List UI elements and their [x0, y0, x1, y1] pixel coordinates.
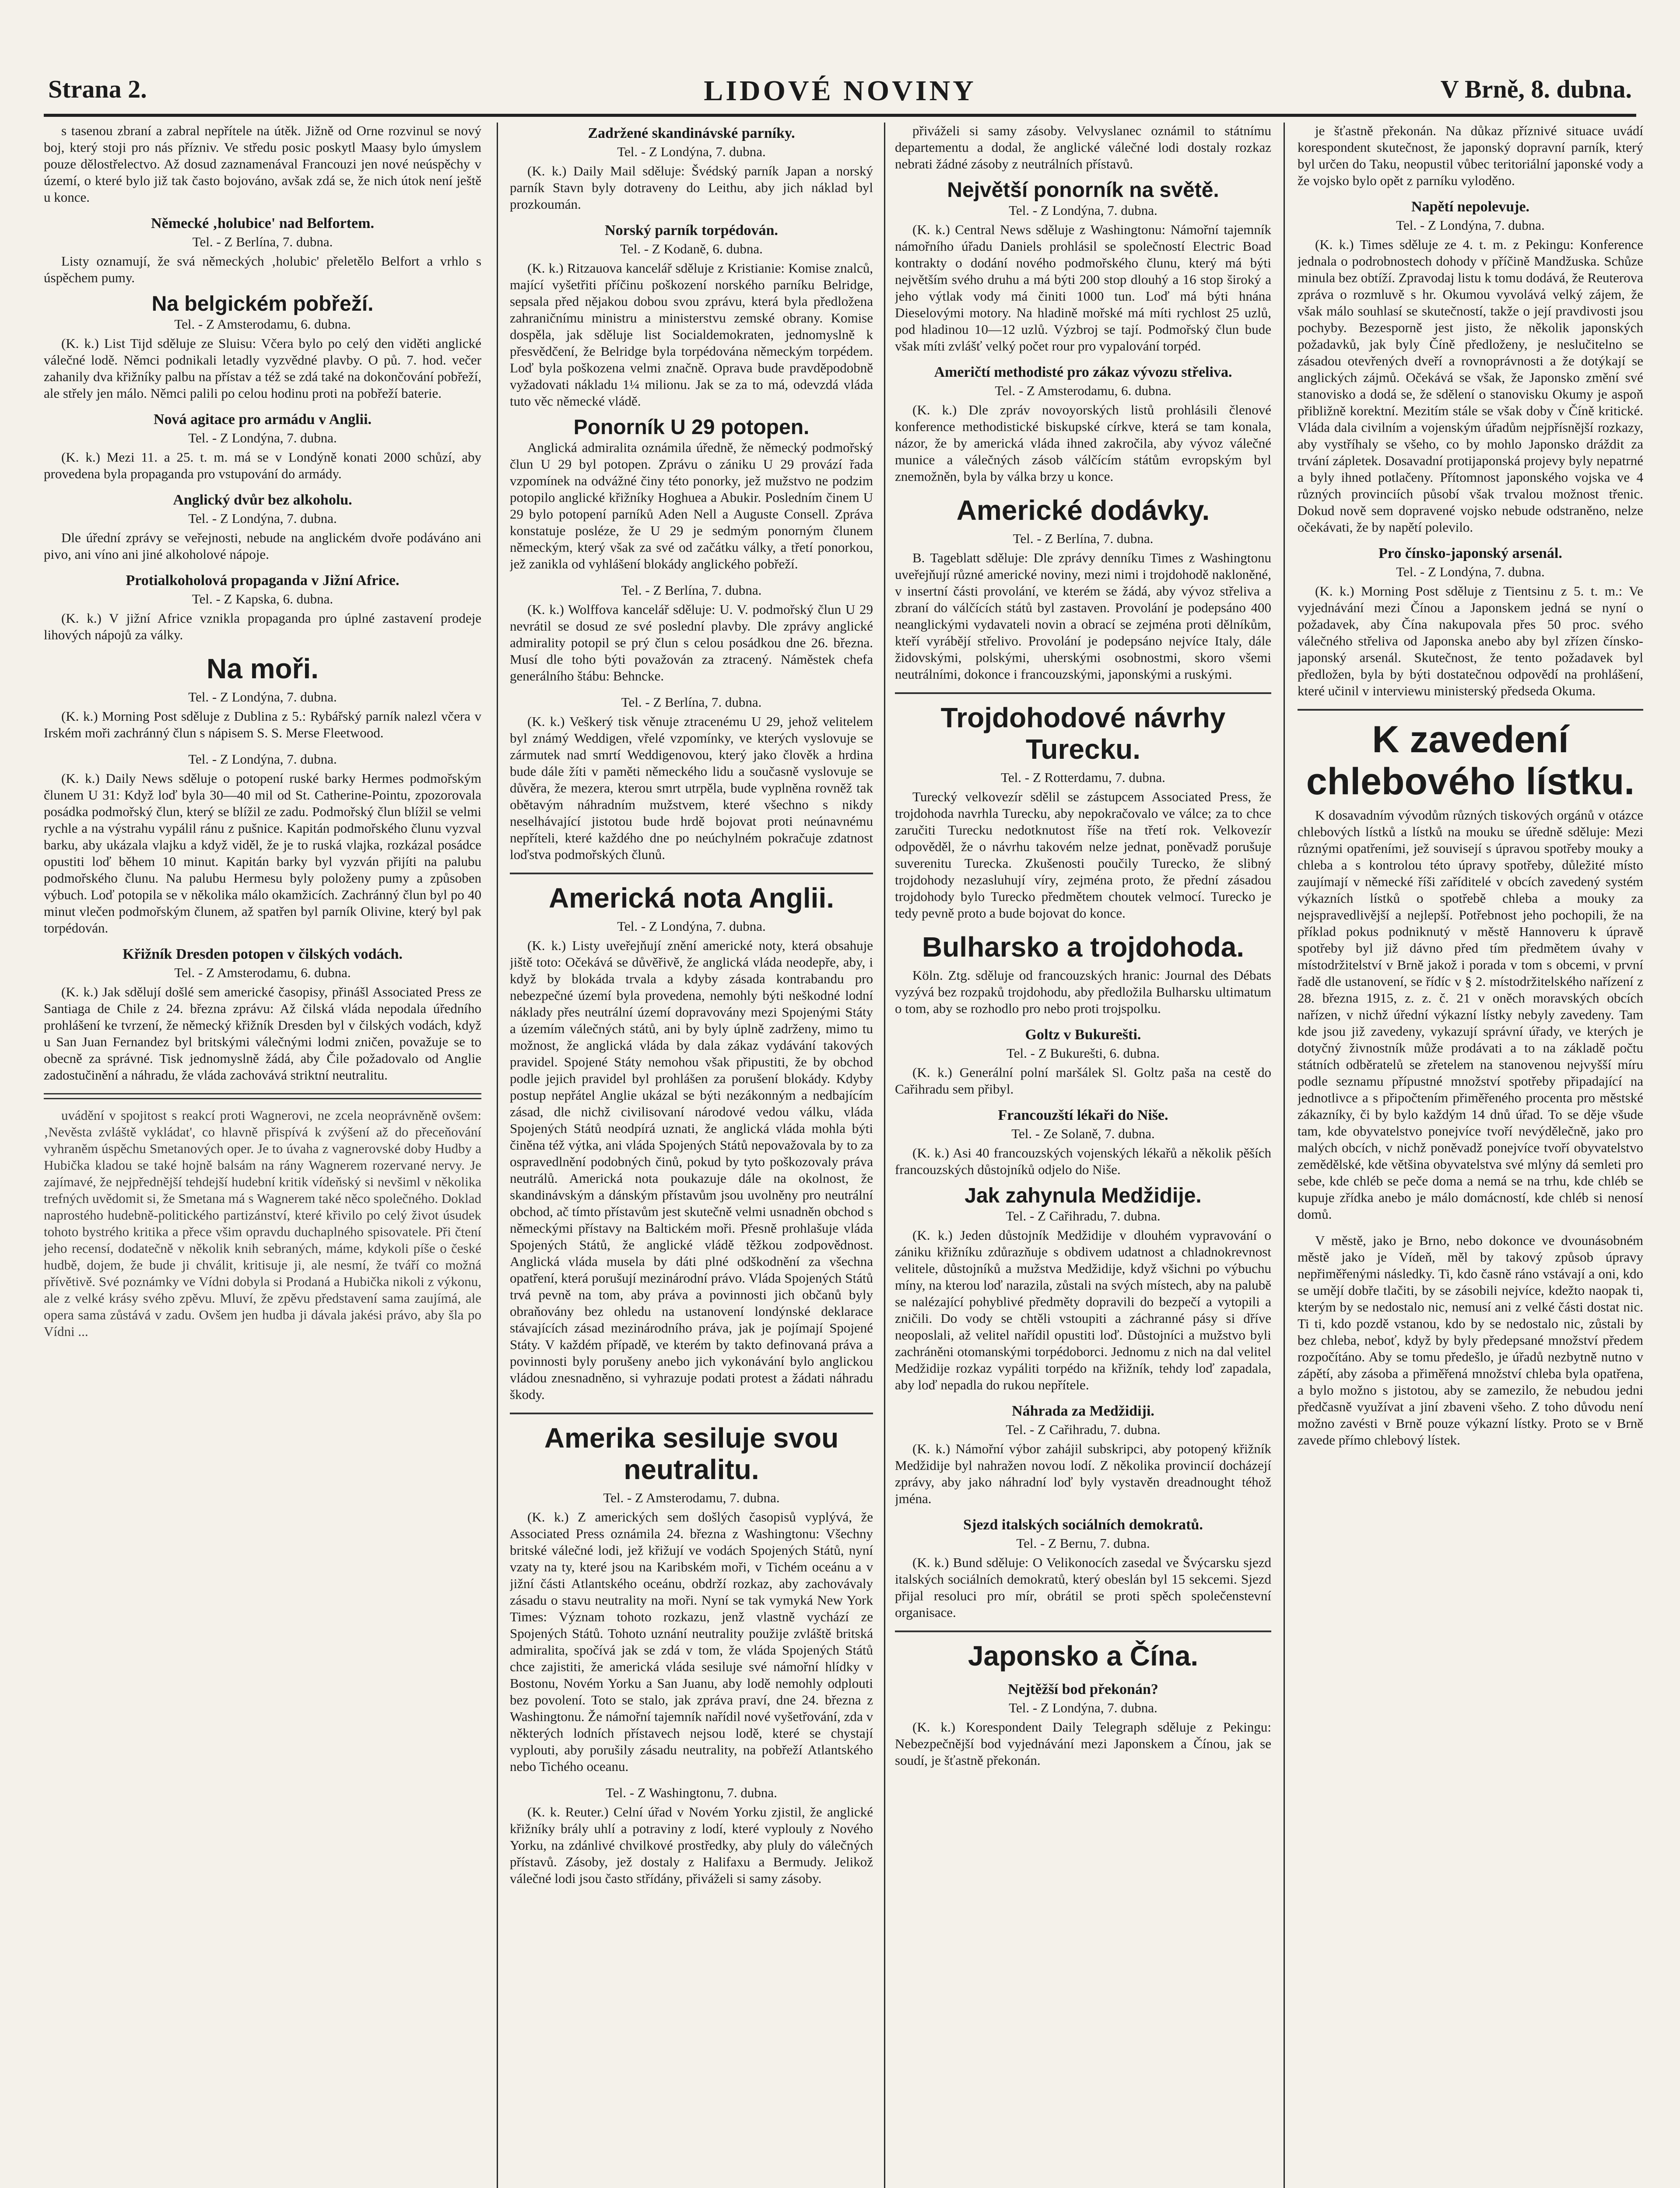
article-dateline: Tel. - Z Cařihradu, 7. dubna.	[1006, 1208, 1161, 1224]
article-body: (K. k.) V jižní Africe vznikla propaganda pro úplné zastavení prodeje lihových nápojů za války.	[44, 610, 481, 642]
article-headline: Náhrada za Medžidiji.	[1012, 1403, 1154, 1419]
article-dateline: Tel. - Z Londýna, 7. dubna.	[188, 430, 337, 445]
article-body: Dle úřední zprávy se veřejnosti, nebude na anglickém dvoře podáváno ani pivo, ani víno ani jiné alkoholové nápoje.	[44, 530, 481, 562]
column-4	[1298, 123, 1643, 2188]
article	[1298, 719, 1643, 1223]
article	[895, 1681, 1271, 1769]
article-dateline: Tel. - Z Londýna, 7. dubna.	[188, 751, 337, 767]
article-dateline: Tel. - Z Bernu, 7. dubna.	[1016, 1536, 1150, 1551]
article-headline: Američtí methodisté pro zákaz vývozu střeliva.	[934, 364, 1232, 380]
article	[1298, 545, 1643, 699]
article	[44, 123, 481, 206]
article-dateline: Tel. - Z Rotterdamu, 7. dubna.	[1001, 770, 1165, 785]
article-dateline: Tel. - Z Amsterodamu, 6. dubna.	[995, 383, 1171, 398]
article-dateline: Tel. - Z Berlína, 7. dubna.	[1013, 531, 1154, 546]
article-headline: Jak zahynula Medžidije.	[965, 1184, 1202, 1207]
article-headline: Ponorník U 29 potopen.	[573, 416, 810, 439]
article	[895, 1027, 1271, 1098]
article-body: Anglická admiralita oznámila úředně, že německý podmořský člun U 29 byl potopen. Zprávu o zániku U 29 provází řada vzpomínek na odvážné činy této ponorky, jež mužstvo ne podzim potopilo anglické křižníky Hoghuea a Abukir. Posledním činem U 29 bylo potopení parníků Aden Nell a Auguste Consell. Zpráva konstatuje posléze, že U 29 je sedmým ponorným člunem německým, který však za své od začátku války, a třetí ponorkou, jež zanikla od vyhlášení blokády anglického pobřeží.	[510, 440, 873, 572]
article-body: (K. k.) Mezi 11. a 25. t. m. má se v Londýně konati 2000 schůzí, aby provedena byla propaganda pro vstupování do armády.	[44, 449, 481, 481]
article-dateline: Tel. - Z Amsterodamu, 7. dubna.	[603, 1490, 780, 1505]
article-headline: Nová agitace pro armádu v Anglii.	[153, 411, 372, 428]
article-headline: K zavedení chlebového lístku.	[1306, 719, 1635, 803]
article	[895, 1640, 1271, 1672]
column-rule	[1284, 123, 1285, 2188]
article-headline: Anglický dvůr bez alkoholu.	[173, 492, 352, 508]
article-body: s tasenou zbraní a zabral nepřítele na útěk. Jižně od Orne rozvinul se nový boj, který stoji pro nás přízniv. Ve středu posic poskytl Maasy bylo úmyslem pouze dělostřelectvo. Až dosud zaznamenával Francouzi jen nové neúspěchy v území, o které bylo již tak často bojováno, avšak zdá se, že nich útok není ještě u konce.	[44, 123, 481, 205]
article	[44, 492, 481, 563]
article-dateline: Tel. - Z Bukurešti, 6. dubna.	[1007, 1045, 1160, 1061]
page-number: Strana 2.	[48, 75, 147, 103]
article	[44, 292, 481, 402]
article-body: (K. k.) Daily News sděluje o potopení ruské barky Hermes podmořským člunem U 31: Když loď byla 30—40 mil od St. Catherine-Pointu, zpozorovala posádka podmořský člun, který se blížil ze zadu. Podmořský člun blížil se velmi rychle a na výstrahu vypálil ránu z pušnice. Kapitán podmořského člunu vyzval barku, aby ukázala vlajku a když viděl, že je to ruská vlajka, rozkázal posádce opustiti loď během 10 minut. Kapitán barky byl vyzván přijíti na palubu podmořského člunu. Na palubu Hermesu byly položeny pumy a způsoben výbuch. Loď potopila se v několika málo okamžicích. Zachránný člun byl po 40 minut vlečen podmořským člunem, až spatřen byl parník Olivine, který byl pak torpédován.	[44, 771, 481, 936]
article	[1298, 1232, 1643, 1448]
article-dateline: Tel. - Z Londýna, 7. dubna.	[1396, 217, 1545, 233]
section-divider	[895, 1630, 1271, 1632]
article-dateline: Tel. - Z Londýna, 7. dubna.	[1009, 203, 1157, 218]
article	[510, 882, 873, 1403]
article-headline: Sjezd italských sociálních demokratů.	[963, 1517, 1203, 1533]
article	[44, 411, 481, 482]
column-1	[44, 123, 481, 2188]
article-headline: Americká nota Anglii.	[549, 882, 834, 914]
article-dateline: Tel. - Z Kapska, 6. dubna.	[192, 591, 333, 607]
article	[895, 1517, 1271, 1621]
article-headline: Na belgickém pobřeží.	[151, 292, 374, 316]
newspaper-title: LIDOVÉ NOVINY	[704, 75, 976, 107]
article	[510, 1422, 873, 1775]
article-body: (K. k.) Asi 40 francouzských vojenských lékařů a několik pěších francouzských důstojníků odjelo do Niše.	[895, 1145, 1271, 1177]
article-body: (K. k.) Jak sdělují došlé sem americké časopisy, přinášl Associated Press ze Santiaga de Chile z 24. března zprávu: Až čilská vláda nepodala úředního prohlášení ke tvrzení, že německý křižník Dresden byl v čilských vodách, když u San Juan Fernandez byl britskými válečnými lodmi zničen, považuje se to obecně za správné. Tisk jednomyslně žádá, aby Čile požadovalo od Anglie zadostučinění a náhradu, že vláda zachovává striktní neutralitu.	[44, 984, 481, 1083]
article-headline: Na moři.	[206, 653, 319, 684]
article-body: (K. k.) Bund sděluje: O Velikonocích zasedal ve Švýcarsku sjezd italských sociálních demokratů, který obeslán byl 15 sekcemi. Sjezd přijal resoluci pro mír, obrátil se proti spěch společenstevní organisace.	[895, 1555, 1271, 1620]
article	[1298, 123, 1643, 189]
article-body: (K. k.) Times sděluje ze 4. t. m. z Pekingu: Konference jednala o podrobnostech dohody v příčině Mandžuska. Schůze minula bez obtíží. Zpravodaj listu k tomu dodává, že Reuterova zpráva o rozmluvě s hr. Okumou vyvolává velký zájem, že však málo souhlasí se skutečností, takže o její pravdivosti jsou pochyby. Bezesporně jest jisto, že několik japonských požadavků, jak byly Číně předloženy, je neslučitelno se zásadou otevřených dveří a rovnoprávnosti a že dotýkají se anglických zájmů. Očekává se však, že Japonsko změní své stanovisko a dodá se, že sdělení o stanovisku Okumy je aspoň přibližně korektní. Mezitím stále se však doby v Číně kritické. Vláda dala civilním a vojenským úřadům nejpřísnější rozkazy, aby vystříhaly se všeho, co by mohlo Japonsko dráždit za trvání zápletek. Dosavadní protijaponská projevy byly nepatrné a byly ihned potlačeny. Přítomnost japonského vojska ve 4 různých provinciích působí však trvalou možnost třenic. Dokud nově sem dopravené vojsko nebude odstraněno, nelze očekávati, že by napětí polevilo.	[1298, 237, 1643, 535]
article-dateline: Tel. - Z Washingtonu, 7. dubna.	[606, 1785, 777, 1800]
article-body: Turecký velkovezír sdělil se zástupcem Associated Press, že trojdohoda navrhla Turecku, aby nepokračovalo ve válce; za to chce zaručiti Turecku nedotknutost říše na třetí rok. Velkovezír odpověděl, že o návrhu takovém nelze jednat, poněvadž porušuje suverenitu Turecka. Zkušenosti poučily Turecko, že slibný trojdohody nezasluhují víry, zejména proto, že přední zásadou trojdohody bylo Turecko předmětem choutek velmocí. Turecko je tedy pevně proto a bude bojovat do konce.	[895, 789, 1271, 921]
article-headline: Protialkoholová propaganda v Jižní Africe.	[126, 572, 400, 589]
article-headline: Americké dodávky.	[956, 494, 1210, 526]
article-body: (K. k.) Wolffova kancelář sděluje: U. V. podmořský člun U 29 nevrátil se dosud ze své poslední plavby. Dle zprávy anglické admirality potopil se prý člun s celou posádkou dne 26. března. Musí dle toho býti považován za ztracený. Náměstek chefa generálního štábu: Behncke.	[510, 602, 873, 684]
section-divider	[1298, 709, 1643, 711]
article	[510, 222, 873, 410]
article-body: (K. k.) Ritzauova kancelář sděluje z Kristianie: Komise znalců, mající vyšetřiti příčinu poškození norského parníku Belridge, sepsala před nějakou dobou svou zprávu, která byla předložena zahraničnímu ministru a ministerstvu zemské obrany. Komise dospěla, jak sděluje list Socialdemokraten, jednomyslně k přesvědčení, že Belridge byla torpédována německým torpédem. Loď byla poškozena velmi značně. Oprava bude pravděpodobně vyžadovati nákladu 1¼ milionu. Jak se za to má, odevzdá vláda tuto věc německé vládě.	[510, 260, 873, 409]
article-body: (K. k.) Jeden důstojník Medžidije v dlouhém vypravování o zániku křižníku zdůrazňuje s obdivem udatnost a chladnokrevnost velitele, důstojníků a mužstva Medžidije, když všichni po výbuchu míny, na kterou loď narazila, zůstali na svých místech, aby na palubě se nalézající pohyblivé předměty dopravili do bezpečí a vytopili a zničili. Do vody se chtěli vstoupiti a záchranné pásy si dříve neoposlali, až velitel nařídil opustiti loď. Důstojníci a mužstvo byli zachráněni otomanskými torpédoborci. Jednomu z nich na dal velitel Medžidije rozkaz vypáliti torpédo na křižník, tehdy loď zapadala, aby loď nepadla do rukou nepřítele.	[895, 1227, 1271, 1392]
article-headline: Nejtěžší bod překonán?	[1008, 1681, 1158, 1697]
article-dateline: Tel. - Z Berlína, 7. dubna.	[192, 234, 333, 249]
article-headline: Amerika sesiluje svou neutralitu.	[544, 1422, 839, 1485]
article-headline: Norský parník torpédován.	[605, 222, 778, 238]
masthead	[44, 66, 1636, 117]
article-dateline: Tel. - Z Londýna, 7. dubna.	[188, 511, 337, 526]
article-dateline: Tel. - Z Londýna, 7. dubna.	[1009, 1700, 1157, 1715]
article	[895, 364, 1271, 485]
article-headline: Napětí nepolevuje.	[1411, 199, 1530, 215]
article-body: (K. k.) Generální polní maršálek Sl. Goltz paša na cestě do Cařihradu sem přibyl.	[895, 1065, 1271, 1097]
section-divider	[510, 1413, 873, 1414]
article	[895, 179, 1271, 354]
article	[1298, 199, 1643, 536]
article-dateline: Tel. - Z Amsterodamu, 6. dubna.	[174, 316, 351, 332]
article-body: (K. k.) Daily Mail sděluje: Švédský parník Japan a norský parník Stavn byly dotraveny do Leithu, aby jich náklad byl prozkoumán.	[510, 163, 873, 212]
article-headline: Největší ponorník na světě.	[947, 179, 1219, 202]
article	[510, 1785, 873, 1887]
article-body: (K. k.) Veškerý tisk věnuje ztracenému U 29, jehož velitelem byl známý Weddigen, vřelé vzpomínky, ve kterých vyslovuje se zármutek nad smrtí Weddigenovou, který jako člověk a hrdina bude dále žíti v paměti německého lidu a současně vyslovuje se důvěra, že mezera, kterou smrt utrpěla, bude vyplněna rovněž tak obětavým náhradním mužstvem, které všechno s nikdy neselhávající jistotou bude hrdě bojovat proti neúnavnému nepříteli, které každého dne po neúchylném pokračuje zdatnost loďstva podmořských člunů.	[510, 714, 873, 862]
section-divider	[510, 873, 873, 874]
article-body: (K. k.) Námořní výbor zahájil subskripci, aby potopený křižník Medžidije byl nahražen novou lodí. Z několika provincií docházejí zprávy, aby jako náhradní loď byly vystavěn dreadnought téhož jména.	[895, 1441, 1271, 1506]
article-body: (K. k.) Central News sděluje z Washingtonu: Námořní tajemník námořního úřadu Daniels prohlásil se společností Electric Boad kontrakty o dodání nového podmořského člunu, který má býti největším svého druhu a má býti 200 stop dlouhý a 16 stop široký a jeho výtlak vody má činiti 1000 tun. Loď má býti hnána Dieselovými motory. Na hladině mořské má míti rychlost 25 uzlů, pod hladinou 10—12 uzlů. Výzbroj se tají. Podmořský člun bude však míti zvlášť velký počet rour pro vypalování torpéd.	[895, 222, 1271, 354]
article	[510, 416, 873, 572]
article-body: K dosavadním vývodům různých tiskových orgánů v otázce chlebových lístků a lístků na mouku se úředně sděluje: Mezi různými opatřeními, jež souvisejí s úpravou spotřeby mouky a chleba a s kontrolou této úpravy spotřeby, důležité místo zaujímají v německé říši zaříditelé v obcích zavedený systém výkazních lístků o spotřebě chleba a mouky za nejspravedlivější a nejlepší. Potřebnost jeho pochopili, že na příklad pokus podniknutý v městě Hannoveru k úpravě spotřeby byl již dávno před tím předmětem úvahy v místodržitelství v Brně jakož i porada v tom s obcemi, v první řadě dle ustanovení, se řídíc v § 2. místodržitelského nařízení z 28. března 1915, z. z. č. 21 v oněch moravských obcích nařízen, v nichž úřední výkazní lístky nebyly zavedeny. Tam kde jsou již zavedeny, vykazují správní úřady, ve kterých je dotyčný živnostník může prodávati a to na základě počtu státních odběratelů se zřetelem na stanovenou nejvyšší míru podle seznamu přípustné množství spotřeby připadající na jednotlivce a s připočtením přiměřeného procenta pro městské zákazníky, či by bylo každým 14 dnů úřad. To se děje všude tam, kde obyvatelstvo ponejvíce tvoří nevýdělečně, jako pro malých obcích, v nichž poněvadž ponejvíce tvoří obyvatelstvo zemědělské, kde většina obyvatelstva své mlýny dá semleti pro sebe, kde chléb se peče doma a nemá se na trhu, kde chléb se kupuje zřídka anebo je málo domácností, kde chléb si nenosí domů.	[1298, 807, 1643, 1222]
article-body: Listy oznamují, že svá německých ‚holubic' přeletělo Belfort a vrhlo s úspěchem pumy.	[44, 253, 481, 285]
article	[510, 582, 873, 684]
newspaper-page	[18, 13, 1662, 2188]
article	[44, 572, 481, 643]
article-body: V městě, jako je Brno, nebo dokonce ve dvounásobném městě jako je Vídeň, měl by takový způsob úpravy nepřiměřenými následky. Ti, kdo časně ráno vstávají a oni, kdo se umějí dobře tlačiti, by se zásobili nejvíce, kdežto naopak ti, kterým by se nedostalo nic, nemusí ani z velké části dostat nic. Ti ti, kdo pozdě vstanou, kdo by se nedostalo nic, zůstali by bez chleba, neboť, když by byly předepsané množství předem rozpočítáno. Aby se tomu předešlo, je úřadů nezbytně nutno v zápětí, aby zásoba a přiměřená množství chleba byla opatřena, a bylo možno s jistotou, aby se zamezilo, že nebudou jedni předčasně využívat a jiní zbaveni všeho. Z toho důvodu není možno zavésti v Brně pouze výkazní lístky. Proto se v Brně zavede přímo chlebový lístek.	[1298, 1233, 1643, 1448]
article-headline: Bulharsko a trojdohoda.	[922, 931, 1245, 963]
article-dateline: Tel. - Z Kodaně, 6. dubna.	[620, 241, 763, 256]
article-headline: Německé ‚holubice' nad Belfortem.	[151, 215, 374, 231]
article-body: Köln. Ztg. sděluje od francouzských hranic: Journal des Débats vyzývá bez rozpaků trojdohodu, aby předložila Bulharsku ultimatum o tom, aby se rozhodlo pro nebo proti trojspolku.	[895, 968, 1271, 1016]
article-body: (K. k.) Z amerických sem došlých časopisů vyplývá, že Associated Press oznámila 24. března z Washingtonu: Všechny britské válečné lodi, jež křižují ve vodách Spojených Států, nyní vzaty na ty, které jsou na Karibském moři, v Tichém oceánu a v jižní části Atlantského oceánu, obdrží rozkaz, aby zachovávaly zásadu o stavu neutrality na moři. Nyní se tak vymyká New York Times: Význam tohoto rozkazu, jenž vlastně vychází ze Spojených Států. Tohoto uznání neutrality použije zvláště britská admiralita, spočívá jak se zdá v tom, že vláda Spojených Států chce zajistiti, že americká vláda sesiluje své námořní hlídky v Bostonu, Novém Yorku a San Juanu, aby lodě nemohly odplouti bez povolení. Toto se stalo, jak zpráva praví, dne 24. března z Washingtonu. Že námořní tajemník nařídil nové vyšetřování, zda v některých lodních přístavech nejsou lodě, které se chystají vyplouti, aby porušily zásadu neutrality, na pobřeží Atlantského nebo Tichého oceanu.	[510, 1509, 873, 1774]
article	[895, 1184, 1271, 1393]
article	[895, 702, 1271, 922]
article-headline: Zadržené skandinávské parníky.	[588, 125, 795, 141]
section-divider	[44, 1093, 481, 1099]
article-body: (K. k. Reuter.) Celní úřad v Novém Yorku zjistil, že anglické křižníky brály uhlí a potraviny z lodí, které vyplouly z Nového Yorku, na zdánlivé chvilkové prostředky, aby pluly do válečných přístavů. Zásoby, jež dostaly z Halifaxu a Bermudy. Jelikož válečné lodi jsou často střídány, přiváželi si samy zásoby.	[510, 1804, 873, 1886]
article-headline: Pro čínsko-japonský arsenál.	[1378, 545, 1562, 561]
article-body: uvádění v spojitost s reakcí proti Wagnerovi, ne zcela neoprávněně ovšem: ‚Nevěsta zvláště vykládat', co hlavně přispívá k zvýšení až do přeceňování vyhraněm úspěchu Smetanových oper. Je to úvaha z vagnerovské doby Hudby a Hubička kladou se také hojně balsám na rány Wagnerem rozervané nervy. Je zajímavé, že nejpřednější tehdejší hudební kritik vídeňský si nevšiml v několika trefných uvědomit si, že Smetana má s Wagnerem také něco společného. Doklad naprostého hudebně-politického partizánství, které křivilo po celý život úsudek tohoto bystrého kritika a přece všim opravdu duchaplného spisovatele. Při čtení jeho recensí, dodatečně v několik knih sebraných, máme, kdykoli píše o české hudbě, dojem, že bude ji chválit, kritisuje ji, ale nesmí, že tváří co možná přívětivě. Své poznámky ve Vídni dobyla si Prodaná a Hubička nikoli z výkonu, ale z velké krásy svého zpěvu. Mluví, že zpěvu představení sama zaujímá, ale opera sama zůstává v zadu. Ovšem jen hudba ji dávala jakési právo, aby šla po Vídni ...	[44, 1108, 481, 1339]
article-dateline: Tel. - Z Berlína, 7. dubna.	[621, 582, 762, 598]
column-2	[510, 123, 873, 2188]
article-dateline: Tel. - Z Amsterodamu, 6. dubna.	[174, 965, 351, 980]
article-dateline: Tel. - Z Londýna, 7. dubna.	[617, 144, 766, 159]
article-dateline: Tel. - Z Berlína, 7. dubna.	[621, 694, 762, 710]
article-body: přiváželi si samy zásoby. Velvyslanec oznámil to státnímu departementu a dodal, že anglické válečné lodi dostaly rozkaz nebrati žádné zásoby z neutrálních přístavů.	[895, 123, 1271, 172]
article-body: (K. k.) Morning Post sděluje z Tientsinu z 5. t. m.: Ve vyjednávání mezi Čínou a Japonskem jedná se nyní o požadavek, aby Čína nakupovala přes 50 proc. svého válečného střeliva od Japonska anebo aby byl zřízen čínsko-japonský arsenál. Skutečnost, že tento požadavek byl předložen, byla by býti dostatečnou odpovědí na prohlášení, které učinil v interviewu ministerský předseda Okuma.	[1298, 583, 1643, 698]
article	[510, 694, 873, 863]
article	[44, 215, 481, 286]
article-body: (K. k.) Morning Post sděluje z Dublina z 5.: Rybářský parník nalezl včera v Irském moři zachránný člun s nápisem S. S. Merse Fleetwood.	[44, 708, 481, 740]
article	[895, 1403, 1271, 1507]
article-headline: Křižník Dresden potopen v čilských vodách.	[123, 946, 403, 962]
section-divider	[895, 692, 1271, 694]
article-body: B. Tageblatt sděluje: Dle zprávy denníku Times z Washingtonu uveřejňují různé americké noviny, mezi nimi i trojdohodě nakloněné, v insertní části provolání, ve kterém se žádá, aby vývoz střeliva a zbraní do válčících států byl zastaven. Provolání je podepsáno 400 neanglickými vydavateli novin a obrací se zejména proti dělníkům, kteří vyrábějí střelivo. Provolání je podepsáno nejvíce Italy, dále židovskými, polskými, uherskými osobnostmi, skoro všemi neutrálními, dokonce i francouzskými, japonskými a ruskými.	[895, 550, 1271, 682]
article-dateline: Tel. - Z Londýna, 7. dubna.	[1396, 564, 1545, 579]
article-dateline: Tel. - Z Cařihradu, 7. dubna.	[1006, 1422, 1161, 1437]
article	[44, 751, 481, 936]
article-body: (K. k.) Dle zpráv novoyorských listů prohlásili členové konference methodistické biskupské církve, která se tam konala, názor, že by americká vláda ihned zakročila, aby vývoz válečné munice a válečných zásob válčícím státům evropským byl znemožněn, byla by válka brzy u konce.	[895, 402, 1271, 484]
article	[895, 494, 1271, 683]
column-rule	[884, 123, 885, 2188]
article-body: je šťastně překonán. Na důkaz příznivé situace uvádí korespondent skutečnost, že japonský dopravní parník, který byl určen do Taku, neopustil vůbec teritoriální japonské vody a že vojsko bylo opět z parníku vyloděno.	[1298, 123, 1643, 188]
article-body: (K. k.) Listy uveřejňují znění americké noty, která obsahuje jiště toto: Očekává se důvěřivě, že anglická vláda neodepře, aby, i když by blokáda trvala a kdyby zásada kontrabandu pro nebezpečné území byla provedena, nemohly býti neškodné lodní náklady přes neutrální území dopravovány mezi Spojenými Státy a územím válečných států, ani by byly úplně zadrženy, mimo tu možnost, že anglická vláda by dala zákaz vydávání takových pravidel. Spojené Státy nemohou však připustiti, že by obchod podle jejich pravidel byl prohlášen za porušení blokády. Kdyby postup nepřátel Anglie ukázal se býti nezákonným a nedbajícím zásad, dle nichž civilisovaní národové vedou válku, vláda Spojených Států neodpírá uznati, že anglická vláda mohla býti činěna též výtka, ani vláda Spojených Států nepovažovala by to za ospravedlnění podobných činů, pokud by tyto poškozovaly práva neutrálů. Americká nota poukazuje dále na okolnost, že skandinávským a dánským přístavům jsou uvolněny pro neutrální obchod, ač tímto přístavům jest skutečně velmi usnadněn obchod s německými přístavy na Baltickém moři. Přesně prohlašuje vláda Spojených Států, že anglické vládě těžkou zodpovědnost. Anglická vláda musela by dáti plné odškodnění za všechna opatření, která porušují mezinárodní právo. Vláda Spojených Států trvá pevně na tom, aby práva a povinnosti jich občanů byly obraňovány bez ohledu na ustanovení londýnské deklarace stávajících zásad mezinárodního práva, jak je pojímají Spojené Státy. V každém případě, ve kterém by takto definovaná práva a povinnosti byly porušeny anebo jich vykonávání bylo anglickou vládou znesnadněno, si vyhrazuje podati protest a žádati náhradu škody.	[510, 938, 873, 1402]
article-body: (K. k.) List Tijd sděluje ze Sluisu: Včera bylo po celý den viděti anglické válečné lodě. Němci podnikali letadly vyzvědné plavby. O pů. 7. hod. večer zahanily dva křižníky palbu na přístav a též se zdá také na dokončování pobřeží, ale střely jen málo. Němci palili po celou hodinu proti na pobřeží baterie.	[44, 336, 481, 401]
article-dateline: Tel. - Z Londýna, 7. dubna.	[617, 919, 766, 934]
place-date: V Brně, 8. dubna.	[1440, 75, 1632, 103]
article-body: (K. k.) Korespondent Daily Telegraph sděluje z Pekingu: Nebezpečnější bod vyjednávání mezi Japonskem a Čínou, jak se soudí, je šťastně překonán.	[895, 1719, 1271, 1768]
article-dateline: Tel. - Ze Solaně, 7. dubna.	[1011, 1126, 1155, 1141]
column-rule	[497, 123, 498, 2188]
article	[44, 946, 481, 1083]
article	[895, 123, 1271, 172]
article-headline: Japonsko a Čína.	[968, 1640, 1199, 1672]
article-dateline: Tel. - Z Londýna, 7. dubna.	[188, 689, 337, 705]
column-3	[895, 123, 1271, 2188]
article	[510, 125, 873, 213]
article-headline: Trojdohodové návrhy Turecku.	[940, 702, 1226, 765]
article	[895, 931, 1271, 1017]
article	[44, 653, 481, 741]
article-headline: Goltz v Bukurešti.	[1025, 1027, 1141, 1043]
article	[44, 1107, 481, 1340]
article	[895, 1107, 1271, 1178]
article-headline: Francouzští lékaři do Niše.	[998, 1107, 1168, 1123]
